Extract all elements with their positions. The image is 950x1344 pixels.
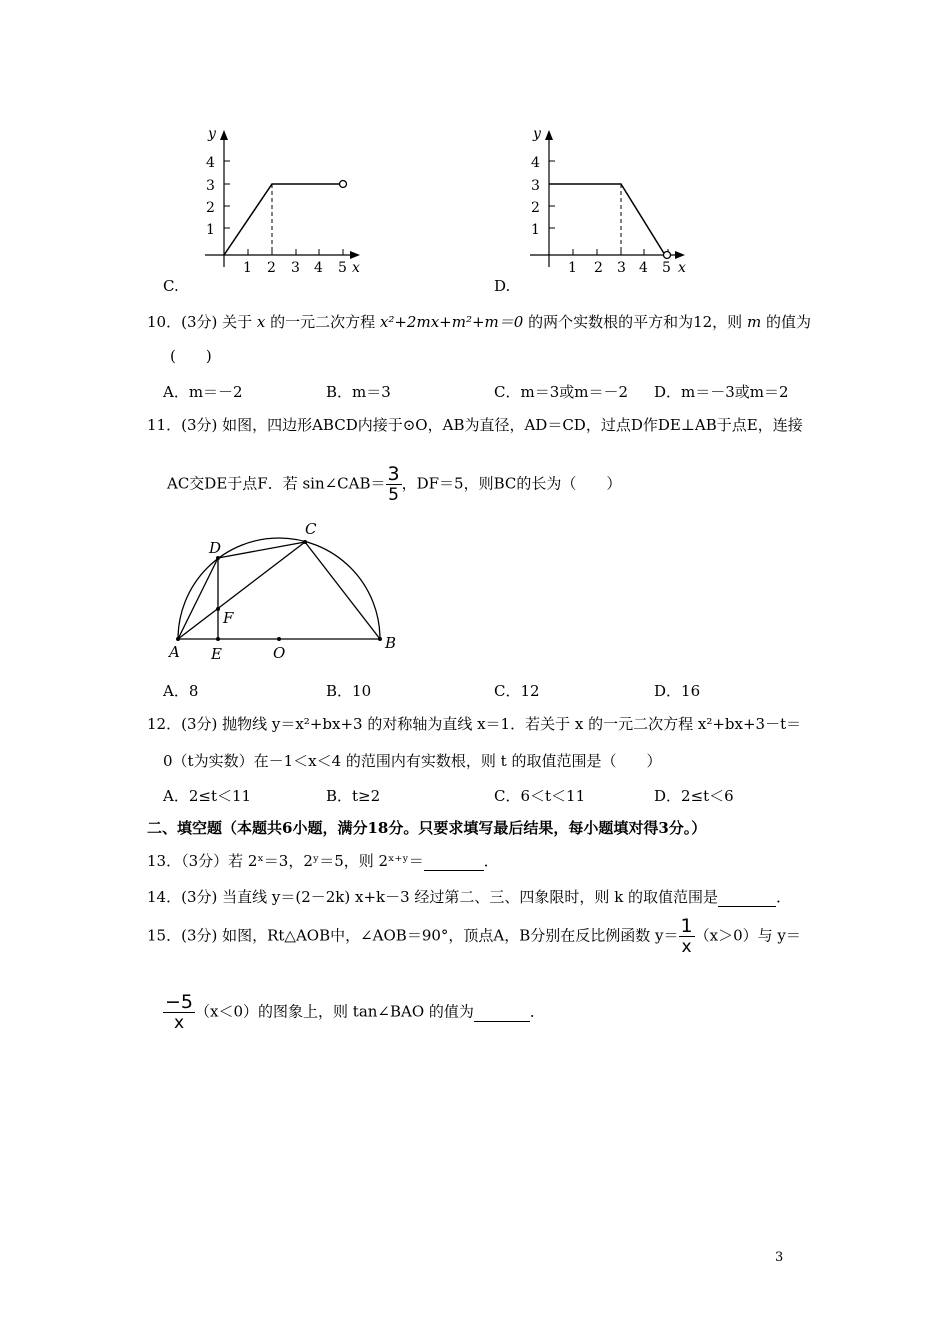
segment-ac xyxy=(178,542,305,639)
y-tick-4: 4 xyxy=(206,155,215,171)
question-15-line2: $\frac{-5}{x}$ （x＜0）的图象上，则 tan∠BAO 的值为 ． xyxy=(165,991,545,1033)
y-ticks xyxy=(224,161,230,228)
x-tick-4: 4 xyxy=(314,260,323,276)
x-tick-1: 1 xyxy=(243,260,252,276)
question-12-line2: 0（t为实数）在－1＜x＜4 的范围内有实数根，则 t 的取值范围是（ ） xyxy=(163,752,662,770)
open-endpoint xyxy=(340,181,347,188)
x-axis-arrow xyxy=(350,251,360,259)
x-tick-4: 4 xyxy=(639,260,648,276)
graph-line xyxy=(224,184,340,255)
question-14: 14．(3分) 当直线 y＝(2－2k) x+k－3 经过第二、三、四象限时，则 k 的取值范围是 ． xyxy=(147,888,792,906)
q11-option-c[interactable]: C．12 xyxy=(494,682,540,700)
y-axis-label: y xyxy=(533,126,541,142)
q12-option-d[interactable]: D．2≤t＜6 xyxy=(654,787,734,805)
point-o xyxy=(277,637,281,641)
y-tick-1: 1 xyxy=(206,222,215,238)
label-c: C xyxy=(305,520,317,538)
answer-blank-14[interactable] xyxy=(718,888,776,907)
q12-option-b[interactable]: B．t≥2 xyxy=(326,787,381,805)
question-11-line1: 11．(3分) 如图，四边形ABCD内接于⊙O，AB为直径，AD＝CD，过点D作DE⊥AB于点E，连接 xyxy=(147,416,803,434)
x-tick-2: 2 xyxy=(267,260,276,276)
option-c-label: C. xyxy=(163,277,179,295)
option-d-label: D. xyxy=(494,277,511,295)
semicircle-figure xyxy=(160,515,410,665)
segment-cb xyxy=(305,542,380,639)
x-tick-5: 5 xyxy=(338,260,347,276)
label-e: E xyxy=(211,645,222,663)
y-ticks xyxy=(549,161,555,228)
label-o: O xyxy=(273,644,286,662)
y-axis-arrow xyxy=(545,130,553,140)
x-tick-3: 3 xyxy=(291,260,300,276)
answer-blank-13[interactable] xyxy=(424,852,484,871)
label-a: A xyxy=(169,643,180,661)
q10-option-c[interactable]: C．m＝3或m＝－2 xyxy=(494,383,629,401)
q10-option-b[interactable]: B．m＝3 xyxy=(326,383,391,401)
x-axis-label: x xyxy=(352,260,360,276)
section-2-heading: 二、填空题（本题共6小题，满分18分。只要求填写最后结果，每小题填对得3分。） xyxy=(147,819,707,837)
x-tick-5: 5 xyxy=(662,260,671,276)
fraction-1-over-x: $\frac{1}{x}$ xyxy=(680,915,693,957)
q11-option-d[interactable]: D．16 xyxy=(654,682,701,700)
answer-blank-15[interactable] xyxy=(474,1003,530,1022)
y-tick-3: 3 xyxy=(206,178,215,194)
question-13: 13．（3分）若 2ˣ＝3，2ʸ＝5，则 2ˣ⁺ʸ＝ ． xyxy=(147,852,499,870)
y-axis-arrow xyxy=(220,130,228,140)
fraction-neg5-over-x: $\frac{-5}{x}$ xyxy=(165,991,194,1033)
q11-option-b[interactable]: B．10 xyxy=(326,682,372,700)
segment-ad xyxy=(178,558,218,639)
label-d: D xyxy=(209,539,222,557)
point-e xyxy=(216,637,220,641)
x-axis-arrow xyxy=(675,251,685,259)
x-ticks xyxy=(248,249,343,255)
y-axis-label: y xyxy=(208,126,216,142)
y-tick-3: 3 xyxy=(531,178,540,194)
fraction-3-5: $\frac{3}{5}$ xyxy=(387,463,400,505)
q10-option-a[interactable]: A．m＝－2 xyxy=(163,383,243,401)
x-tick-1: 1 xyxy=(568,260,577,276)
label-f: F xyxy=(223,609,234,627)
y-tick-4: 4 xyxy=(531,155,540,171)
question-11-line2: AC交DE于点F．若 sin∠CAB＝ $\frac{3}{5}$ ，DF＝5，则BC的长为（ ） xyxy=(167,463,622,505)
point-f xyxy=(216,607,220,611)
x-tick-3: 3 xyxy=(617,260,626,276)
q10-option-d[interactable]: D．m＝－3或m＝2 xyxy=(654,383,789,401)
x-axis-label: x xyxy=(678,260,686,276)
q11-option-a[interactable]: A．8 xyxy=(163,682,199,700)
y-tick-2: 2 xyxy=(206,200,215,216)
graph-line xyxy=(549,184,665,255)
open-endpoint xyxy=(664,252,671,259)
question-15-line1: 15．(3分) 如图，Rt△AOB中，∠AOB＝90°，顶点A，B分别在反比例函数 y＝ $\frac{1}{x}$ （x＞0）与 y＝ xyxy=(147,915,801,957)
q12-option-c[interactable]: C．6＜t＜11 xyxy=(494,787,586,805)
x-tick-2: 2 xyxy=(594,260,603,276)
label-b: B xyxy=(385,634,397,652)
question-10: 10．(3分) 关于 x 的一元二次方程 x²+2mx+m²+m＝0 的两个实数根的平方和为12，则 m 的值为 xyxy=(147,313,811,331)
question-10-paren: ( ) xyxy=(170,347,212,365)
y-tick-1: 1 xyxy=(531,222,540,238)
graph-d xyxy=(520,124,700,284)
y-tick-2: 2 xyxy=(531,200,540,216)
point-a xyxy=(176,637,180,641)
question-12-line1: 12．(3分) 抛物线 y＝x²+bx+3 的对称轴为直线 x＝1．若关于 x 的一元二次方程 x²+bx+3－t＝ xyxy=(147,715,802,733)
point-b xyxy=(378,637,382,641)
q12-option-a[interactable]: A．2≤t＜11 xyxy=(163,787,252,805)
point-c xyxy=(303,540,307,544)
graph-c xyxy=(195,124,375,284)
page-number: 3 xyxy=(775,1250,784,1265)
